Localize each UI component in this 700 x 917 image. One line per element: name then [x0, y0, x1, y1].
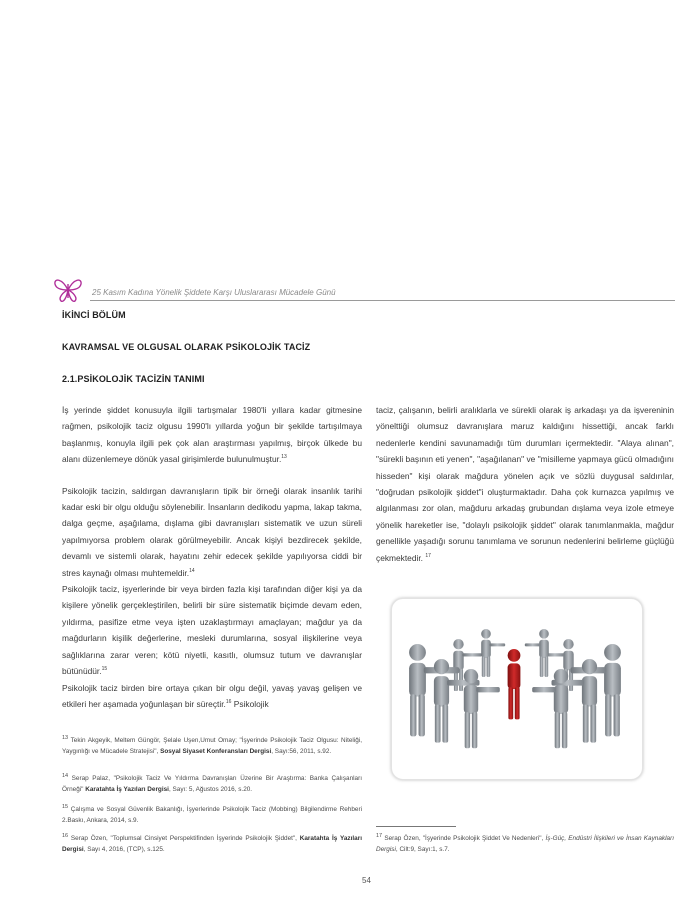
footnote-14: 14 Serap Palaz, "Psikolojik Taciz Ve Yıldırma Davranışları Üzerine Bir Araştırma: Banka Çalışanları Örneği" Karatahta İş Yazıları Dergisi, Sayı: 5, Ağustos 2016, s.20. — [62, 772, 362, 793]
footnote-divider — [376, 826, 456, 827]
chapter-heading: İKİNCİ BÖLÜM — [62, 310, 126, 320]
paragraph-4: Psikolojik taciz birden bire ortaya çıkan bir olgu değil, yavaş yavaş gelişen ve etkileri her aşamada yoğunlaşan bir süreçtir.$^{16}$ Psikolojik — [62, 682, 362, 709]
subsection-heading: 2.1.PSİKOLOJİK TACİZİN TANIMI — [62, 374, 205, 384]
footnote-16: 16 Serap Özen, "Toplumsal Cinsiyet Perspektifinden İşyerinde Psikolojik Şiddet", Karatahta İş Yazıları Dergisi, Sayı 4, 2016, (TCP), s.125. — [62, 832, 362, 853]
page-number: 54 — [362, 876, 371, 885]
footnote-ref-15[interactable]: 15 — [101, 666, 108, 673]
paragraph-right-1: taciz, çalışanın, belirli aralıklarla ve sürekli olarak iş arkadaşı ya da işvereninin yönelttiği olumsuz davranışlara maruz kaldığını hissettiği, ancak farklı nedenlerle kendini savunamadığı tüm durumları içermektedir. "Alaya alınan", "sürekli başının eti yenen", "aşağılanan" ve "misilleme yapmaya gücü olmadığını hisseden" kişi olarak mağdura yönelen açık ve sözlü duygusal saldırılar, "doğrudan psikolojik şiddet"i oluşturmaktadır. Daha çok kurnazca yapılmış ve algılanması zor olan, mağduru arkadaş grubundan dışlama veya izole etmeye yönelik hareketler ise, "dolaylı psikolojik şiddet" olarak tanımlanmakla, mağdur genellikle yaşadığı sorunu tanımlama ve sorunun nedenlerini belirleme güçlüğü çekmektedir. $^{17}$ — [376, 405, 674, 563]
footnote-17: 17 Serap Özen, "İşyerinde Psikolojik Şiddet Ve Nedenleri", İş-Güç, Endüstri İlişkileri ve İnsan Kaynakları Dergisi, Cilt:9, Sayı:1, s.7. — [376, 832, 674, 853]
footnote-ref-17[interactable]: 17 — [425, 552, 431, 559]
people-pointing-icon — [392, 599, 642, 779]
mobbing-illustration — [391, 598, 643, 780]
section-heading: KAVRAMSAL VE OLGUSAL OLARAK PSİKOLOJİK TACİZ — [62, 342, 311, 352]
footnote-ref-16[interactable]: 16 — [225, 699, 232, 706]
paragraph-3: Psikolojik taciz, işyerlerinde bir veya birden fazla kişi tarafından diğer kişi ya da kişilere yönelik gerçekleştirilen, belirli bir süre sistematik biçimde devam eden, yıldırma, pasifize etme veya işten uzaklaştırmayı amaçlayan; mağdur ya da mağdurların kişilik değerlerine, mesleki durumlarına, sosyal ilişkilerine veya sağlıklarına zarar veren; kötü niyetli, kasıtlı, olumsuz tutum ve davranışlar bütünüdür.$^{15}$ — [62, 584, 362, 677]
right-text-column — [376, 402, 674, 566]
footnote-ref-13[interactable]: 13 — [281, 454, 287, 461]
footnote-13: 13 Tekin Akgeyik, Meltem Güngör, Şelale Uşen,Umut Omay; "İşyerinde Psikolojik Taciz Olgusu: Niteliği, Yaygınlığı ve Mücadele Stratejisi", Sosyal Siyaset Konferansları Dergisi, Sayı:56, 2011, s.92. — [62, 734, 362, 755]
paragraph-1: İş yerinde şiddet konusuyla ilgili tartışmalar 1980'li yıllara kadar gitmesine rağmen, psikolojik taciz olgusu 1990'lı yıllarda yoğun bir şekilde tartışılmaya başlanmış, konuyla ilgili pek çok alan araştırması yapılmış, birçok ülkede bu alanı düzenlemeye dönük yasal girişimlerde bulunulmuştur.$^{13}$ — [62, 405, 362, 465]
header-divider — [90, 300, 675, 301]
butterfly-logo-icon — [52, 276, 84, 304]
footnote-15: 15 Çalışma ve Sosyal Güvenlik Bakanlığı, İşyerlerinde Psikolojik Taciz (Mobbing) Bilgilendirme Rehberi 2.Baskı, Ankara, 2014, s.9. — [62, 803, 362, 824]
left-text-column — [62, 402, 362, 712]
running-header-title: 25 Kasım Kadına Yönelik Şiddete Karşı Uluslararası Mücadele Günü — [92, 288, 336, 297]
paragraph-2: Psikolojik tacizin, saldırgan davranışların tipik bir örneği olarak insanlık tarihi kadar eski bir olgu olduğu söylenebilir. İnsanların dedikodu yapma, lakap takma, dalga geçme, aşağılama, dışlama gibi davranışları sistematik ve uzun süreli yapılmıyorsa problem olarak görülmeyebilir. Ancak kişiyi bezdirecek şekilde, devamlı ve sistemli olarak, hayatını zehir edecek şekilde yapılıyorsa ciddi bir stres kaynağı olması muhtemeldir.$^{14}$ — [62, 485, 362, 578]
footnote-ref-14[interactable]: 14 — [189, 567, 195, 574]
